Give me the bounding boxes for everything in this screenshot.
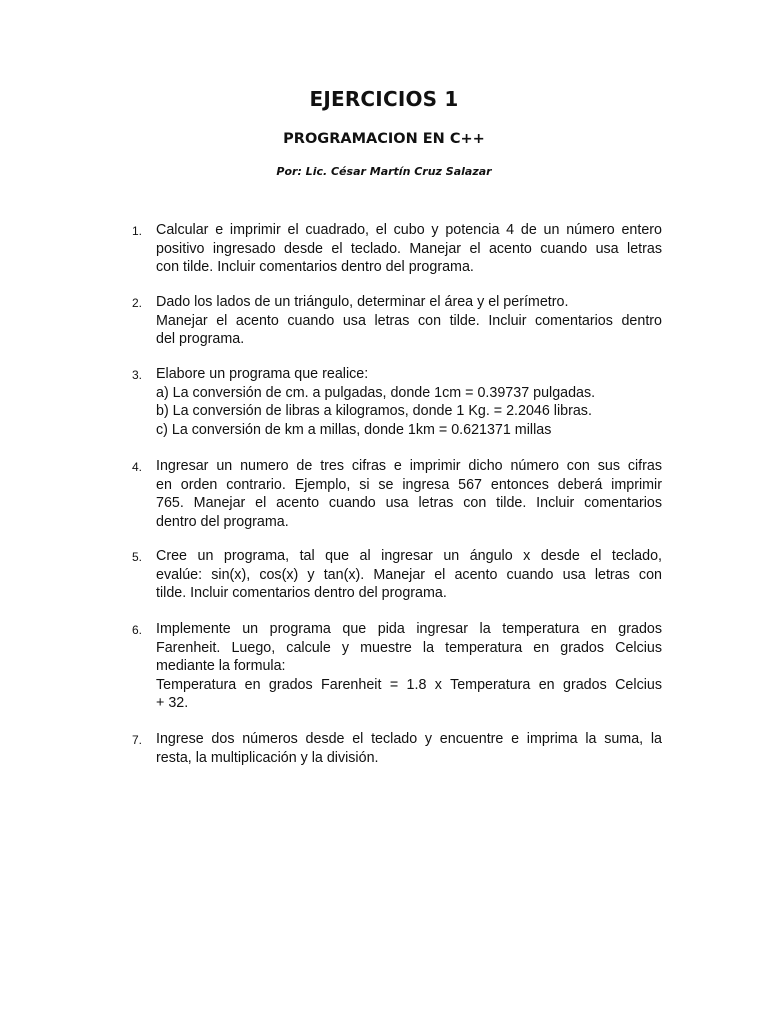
exercise-number: 7. [132,733,143,747]
exercise-line: Manejar el acento cuando usa letras con tilde. Incluir comentarios dentro [156,312,662,329]
exercise-line: Ingresar un numero de tres cifras e imprimir dicho número con sus cifras [156,458,662,474]
exercise-line: Temperatura en grados Farenheit = 1.8 x Temperatura en grados Celcius [156,676,662,693]
exercise-number: 3. [132,368,143,382]
exercise-line: evalúe: sin(x), cos(x) y tan(x). Manejar el acento cuando usa letras con [156,566,662,583]
exercise-line: c) La conversión de km a millas, donde 1km = 0.621371 millas [156,421,552,438]
exercise-number: 5. [132,550,143,564]
exercise-line: Cree un programa, tal que al ingresar un ángulo x desde el teclado, [156,548,662,564]
exercise-line: Calcular e imprimir el cuadrado, el cubo y potencia 4 de un número entero [156,222,662,238]
document-title: EJERCICIOS 1 [309,87,459,111]
exercise-line: a) La conversión de cm. a pulgadas, donde 1cm = 0.39737 pulgadas. [156,384,596,401]
exercise-number: 6. [132,623,143,637]
exercise-number: 2. [132,296,143,310]
exercise-line: Farenheit. Luego, calcule y muestre la temperatura en grados Celcius [156,639,662,656]
exercise-line: positivo ingresado desde el teclado. Manejar el acento cuando usa letras [156,240,662,257]
exercise-line: Implemente un programa que pida ingresar la temperatura en grados [156,621,662,637]
exercise-line: con tilde. Incluir comentarios dentro del programa. [156,259,474,275]
exercise-line: b) La conversión de libras a kilogramos, donde 1 Kg. = 2.2046 libras. [156,403,592,419]
exercise-line: mediante la formula: [156,658,286,674]
exercise-line: dentro del programa. [156,513,289,530]
exercise-number: 1. [132,224,143,238]
document-author: Por: Lic. César Martín Cruz Salazar [276,165,492,178]
exercise-line: Dado los lados de un triángulo, determinar el área y el perímetro. [156,294,569,310]
exercise-line: Ingrese dos números desde el teclado y encuentre e imprima la suma, la [156,731,662,747]
exercise-line: 765. Manejar el acento cuando usa letras con tilde. Incluir comentarios [156,495,662,511]
exercise-line: tilde. Incluir comentarios dentro del programa. [156,585,447,601]
document-subtitle: PROGRAMACION EN C++ [283,131,485,147]
exercise-line: del programa. [156,331,245,347]
exercise-number: 4. [132,460,143,474]
exercise-line: resta, la multiplicación y la división. [156,749,379,766]
exercise-line: Elabore un programa que realice: [156,366,369,382]
exercise-line: + 32. [156,695,189,711]
exercise-line: en orden contrario. Ejemplo, si se ingresa 567 entonces deberá imprimir [156,476,662,493]
